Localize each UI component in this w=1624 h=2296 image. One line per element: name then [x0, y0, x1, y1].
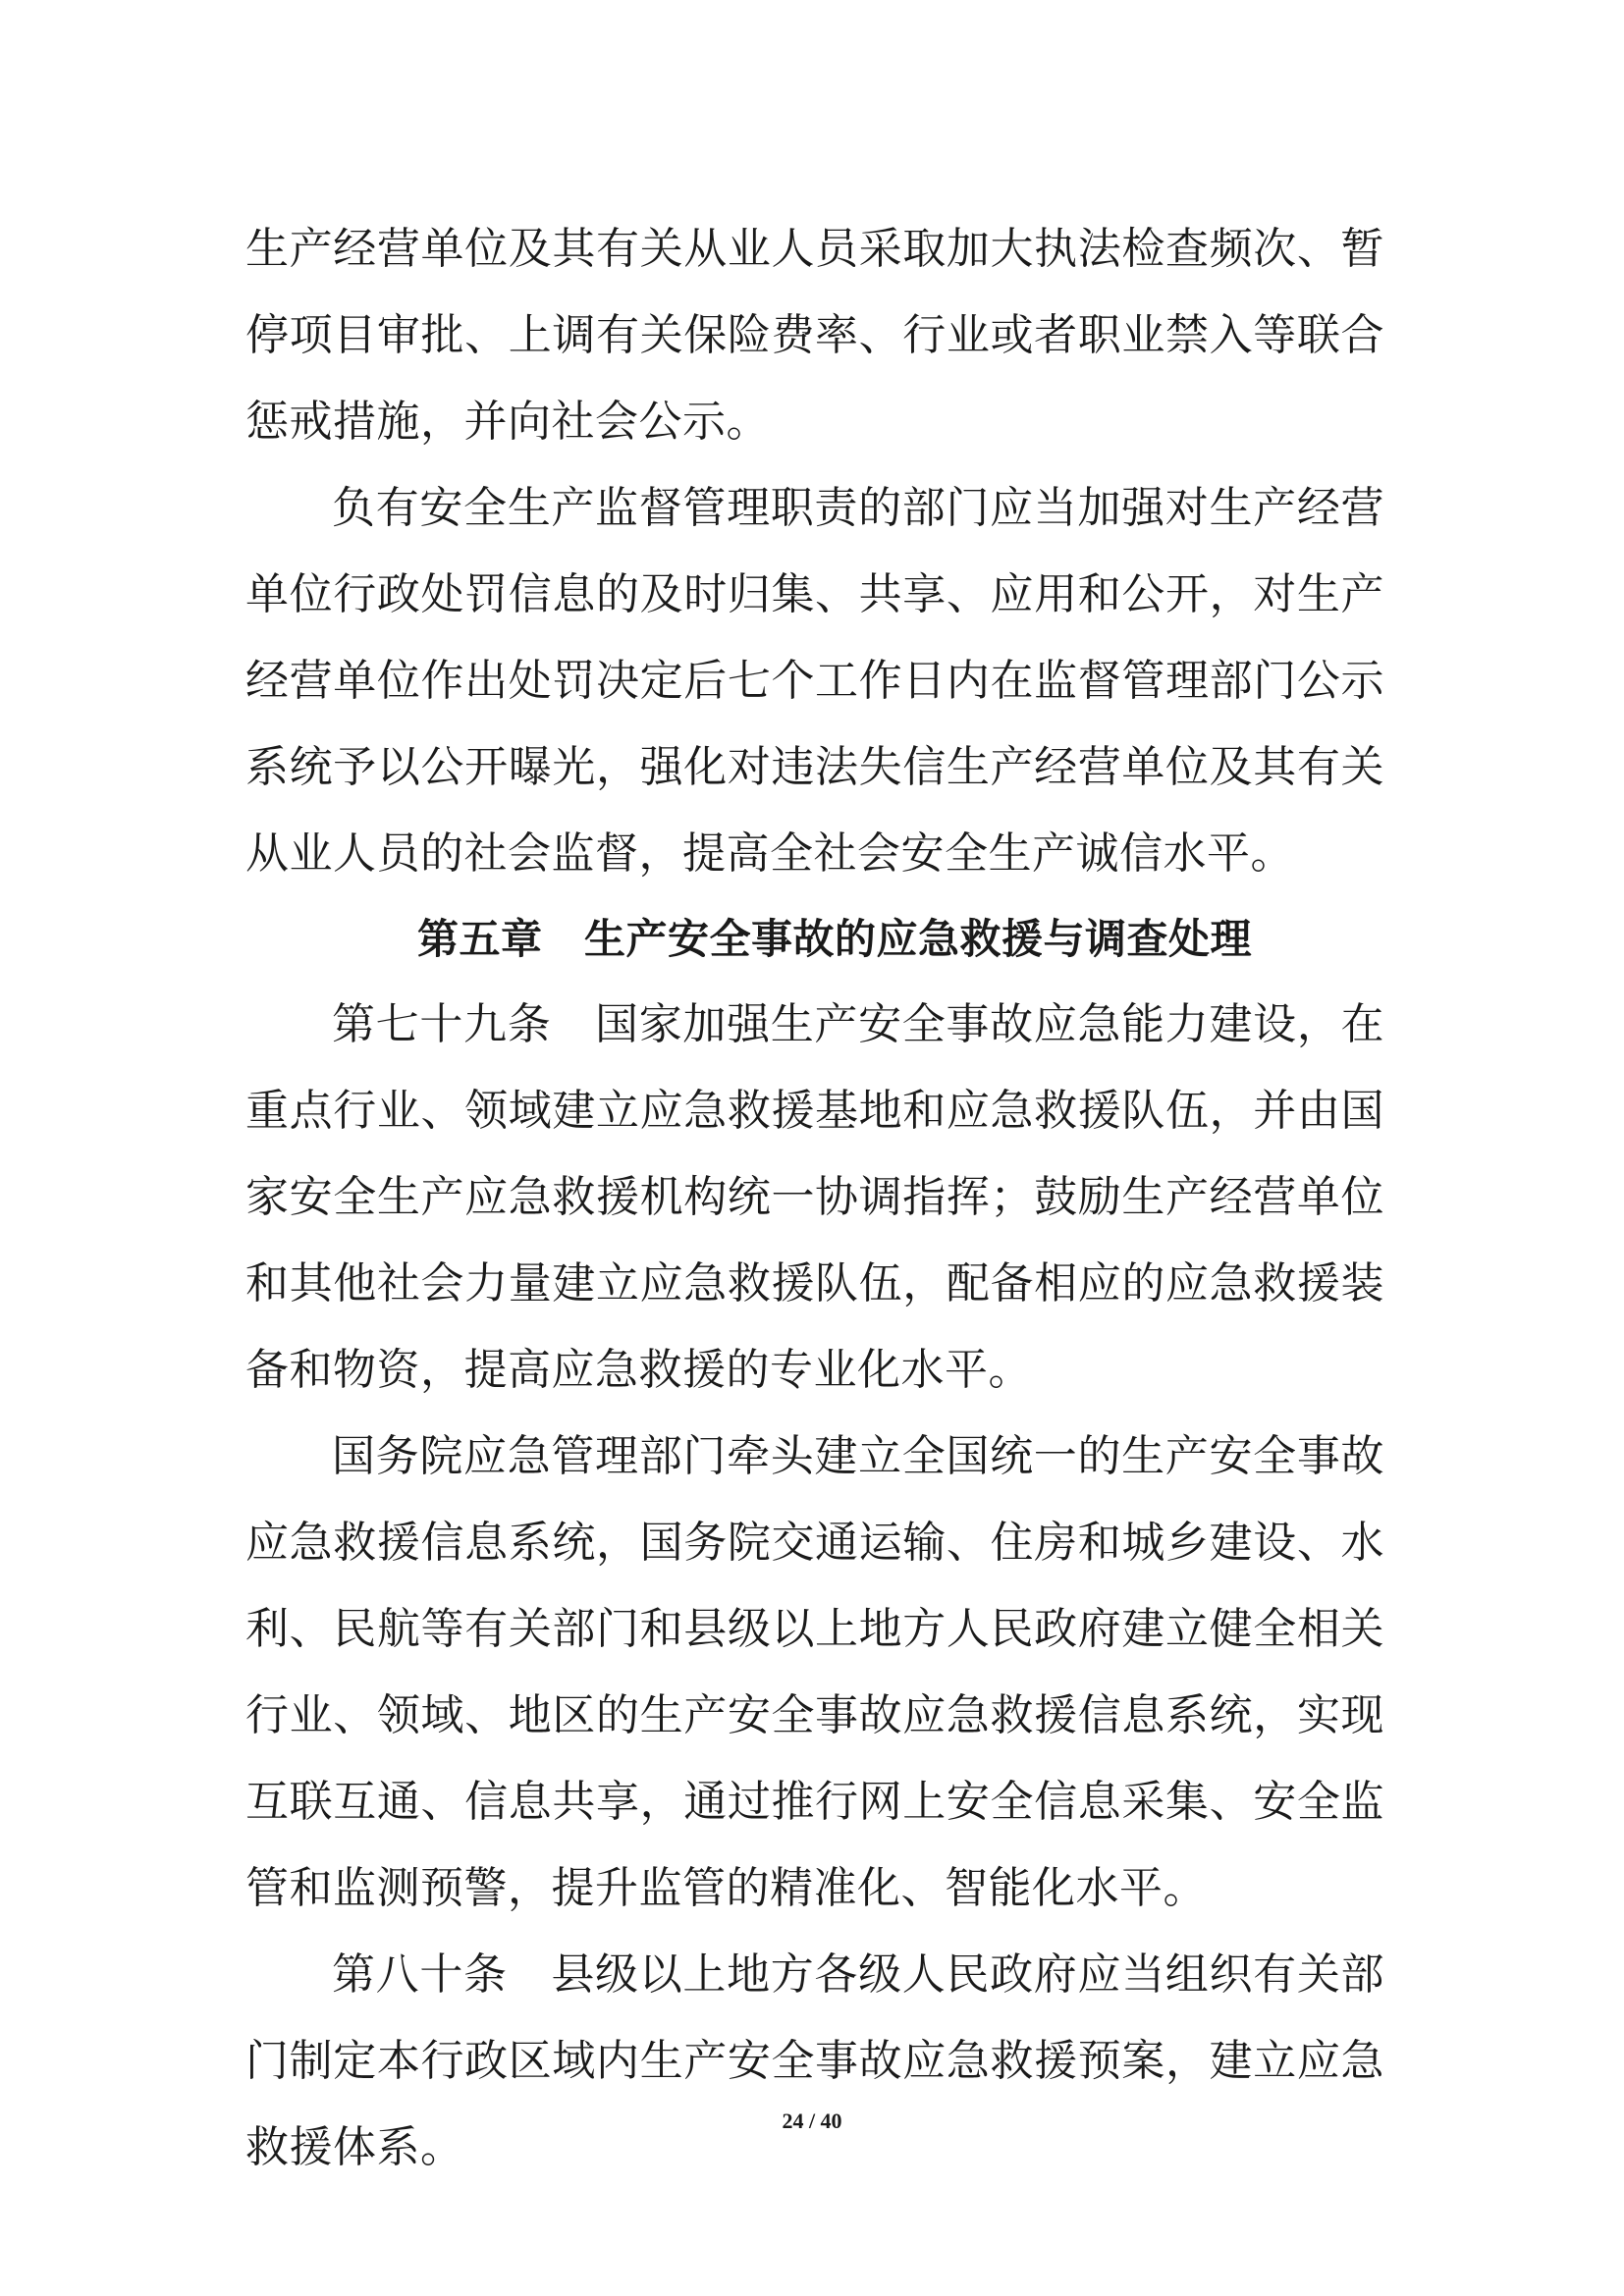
- paragraph-4: 国务院应急管理部门牵头建立全国统一的生产安全事故应急救援信息系统，国务院交通运输、住房和城乡建设、水利、民航等有关部门和县级以上地方人民政府建立健全相关行业、领域、地区的生产安全事故应急救援信息系统，实现互联互通、信息共享，通过推行网上安全信息采集、安全监管和监测预警，提升监管的精准化、智能化水平。: [245, 1431, 1384, 1913]
- paragraph-1: 生产经营单位及其有关从业人员采取加大执法检查频次、暂停项目审批、上调有关保险费率、行业或者职业禁入等联合惩戒措施，并向社会公示。: [245, 224, 1384, 447]
- body-text: [245, 206, 1384, 2191]
- paragraph-2: 负有安全生产监督管理职责的部门应当加强对生产经营单位行政处罚信息的及时归集、共享、应用和公开，对生产经营单位作出处罚决定后七个工作日内在监督管理部门公示系统予以公开曝光，强化对违法失信生产经营单位及其有关从业人员的社会监督，提高全社会安全生产诚信水平。: [245, 483, 1384, 879]
- paragraph-3: 第七十九条 国家加强生产安全事故应急能力建设，在重点行业、领域建立应急救援基地和应急救援队伍，并由国家安全生产应急救援机构统一协调指挥；鼓励生产经营单位和其他社会力量建立应急救援队伍，配备相应的应急救援装备和物资，提高应急救援的专业化水平。: [245, 999, 1384, 1395]
- paragraph-5: 第八十条 县级以上地方各级人民政府应当组织有关部门制定本行政区域内生产安全事故应急救援预案，建立应急救援体系。: [245, 1949, 1384, 2172]
- page-number: 24 / 40: [782, 2109, 842, 2133]
- chapter-heading: 第五章 生产安全事故的应急救援与调查处理: [416, 915, 1252, 963]
